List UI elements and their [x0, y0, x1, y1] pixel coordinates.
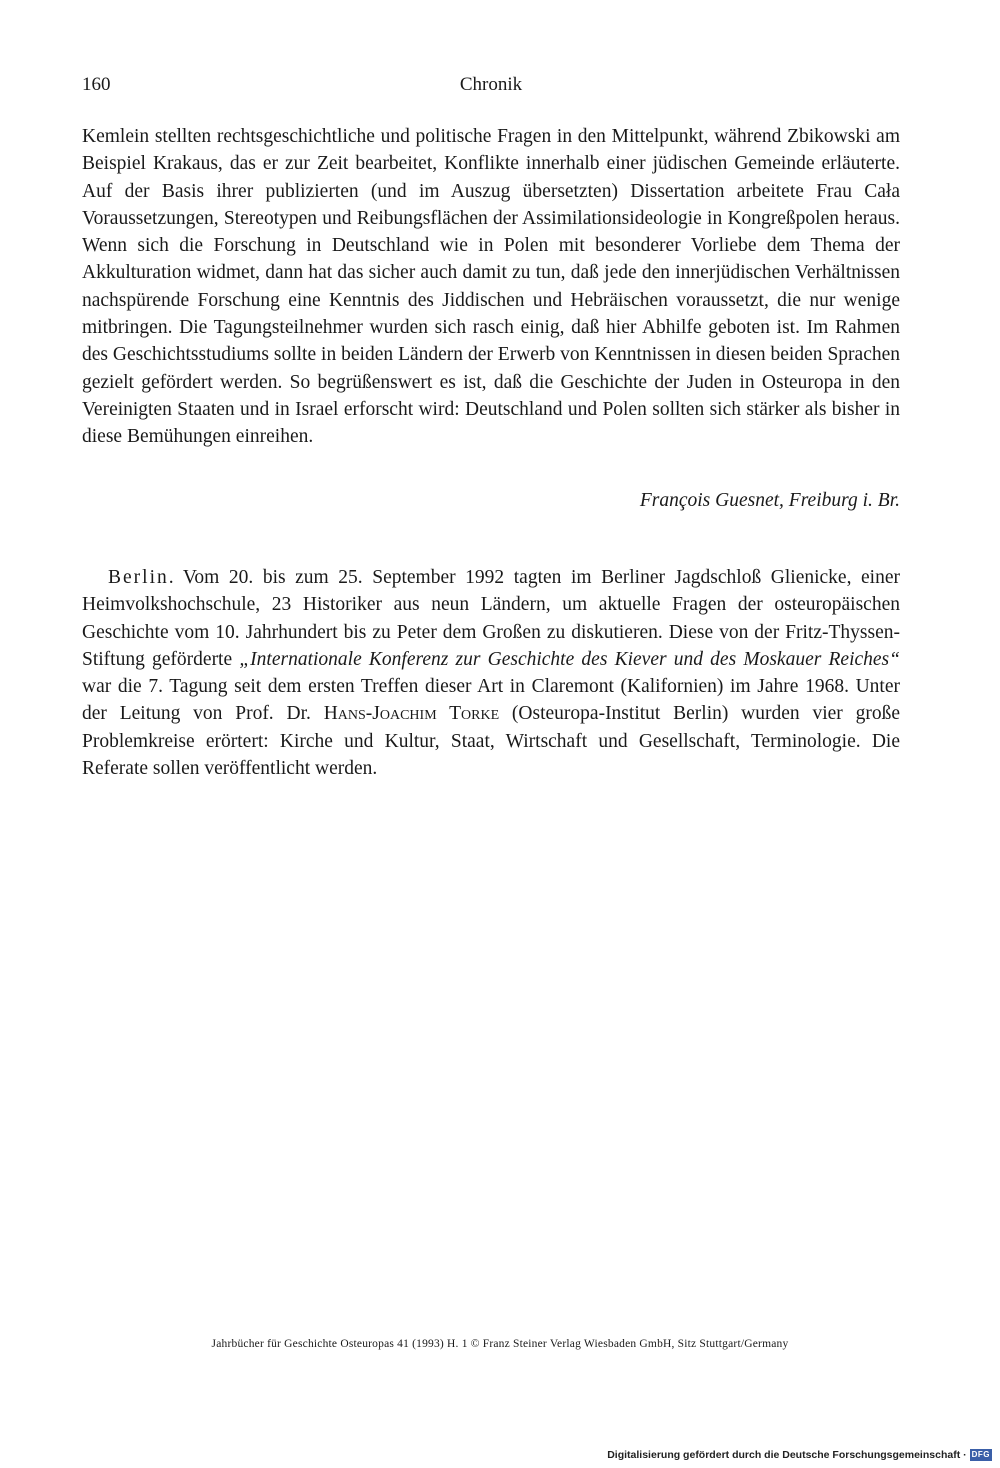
digitization-text: Digitalisierung gefördert durch die Deutsche Forschungsgemeinschaft ·	[607, 1449, 967, 1461]
author-signature: François Guesnet, Freiburg i. Br.	[639, 490, 900, 511]
place-name: Berlin	[108, 567, 169, 588]
dfg-logo-icon: DFG	[971, 1450, 990, 1459]
running-head: Chronik	[459, 74, 523, 95]
report-paragraph-2	[82, 564, 900, 782]
paragraph-text-c: (Osteuropa-Institut Berlin) wurden vier große Problemkreise erörtert: Kirche und Kultur, Staat, Wirtschaft und Gesellschaft, Terminologie. Die Referate sollen veröffentlicht werden.	[82, 703, 900, 780]
page-number: 160	[82, 74, 111, 95]
report-paragraph-1: Kemlein stellten rechtsgeschichtliche und politische Fragen in den Mittelpunkt, während Zbikowski am Beispiel Krakaus, das er zur Zeit bearbeitet, Konflikte innerhalb einer jüdischen Gemeinde erläuterte. Auf der Basis ihrer publizierten (und im Auszug übersetzten) Dissertation arbeitete Frau Cała Voraussetzungen, Stereotypen und Reibungsflächen der Assimilationsideologie in Kongreßpolen heraus. Wenn sich die Forschung in Deutschland wie in Polen mit besonderer Vorliebe dem Thema der Akkulturation widmet, dann hat das sicher auch damit zu tun, daß jede den innerjüdischen Verhältnissen nachspürende Forschung eine Kenntnis des Jiddischen und Hebräischen voraussetzt, die nur wenige mitbringen. Die Tagungsteilnehmer wurden sich rasch einig, daß hier Abhilfe geboten ist. Im Rahmen des Geschichtsstudiums sollte in beiden Ländern der Erwerb von Kenntnissen in diesen beiden Sprachen gezielt gefördert werden. So begrüßenswert es ist, daß die Geschichte der Juden in Osteuropa in den Vereinigten Staaten und in Israel erforscht wird: Deutschland und Polen sollten sich stärker als bisher in diese Bemühungen einreihen.	[82, 126, 900, 448]
paragraph-text-b: war die 7. Tagung seit dem ersten Treffen dieser Art in Claremont (Kalifornien) im Jahre 1968. Unter der Leitung von Prof. Dr.	[82, 676, 900, 725]
digitization-notice	[607, 1449, 992, 1461]
person-name: Hans-Joachim Torke	[323, 703, 500, 725]
journal-citation: Jahrbücher für Geschichte Osteuropas 41 (1993) H. 1 © Franz Steiner Verlag Wiesbaden GmbH, Sitz Stuttgart/Germany	[211, 1338, 789, 1350]
conference-title: „Internationale Konferenz zur Geschichte des Kiever und des Moskauer Reiches“	[239, 648, 900, 670]
paragraph-text-a: . Vom 20. bis zum 25. September 1992 tagten im Berliner Jagdschloß Glienicke, einer Heimvolkshochschule, 23 Historiker aus neun Ländern, um aktuelle Fragen der osteuropäischen Geschichte vom 10. Jahrhundert bis zu Peter dem Großen zu diskutieren. Diese von der Fritz-Thyssen-Stiftung geförderte	[82, 567, 900, 670]
